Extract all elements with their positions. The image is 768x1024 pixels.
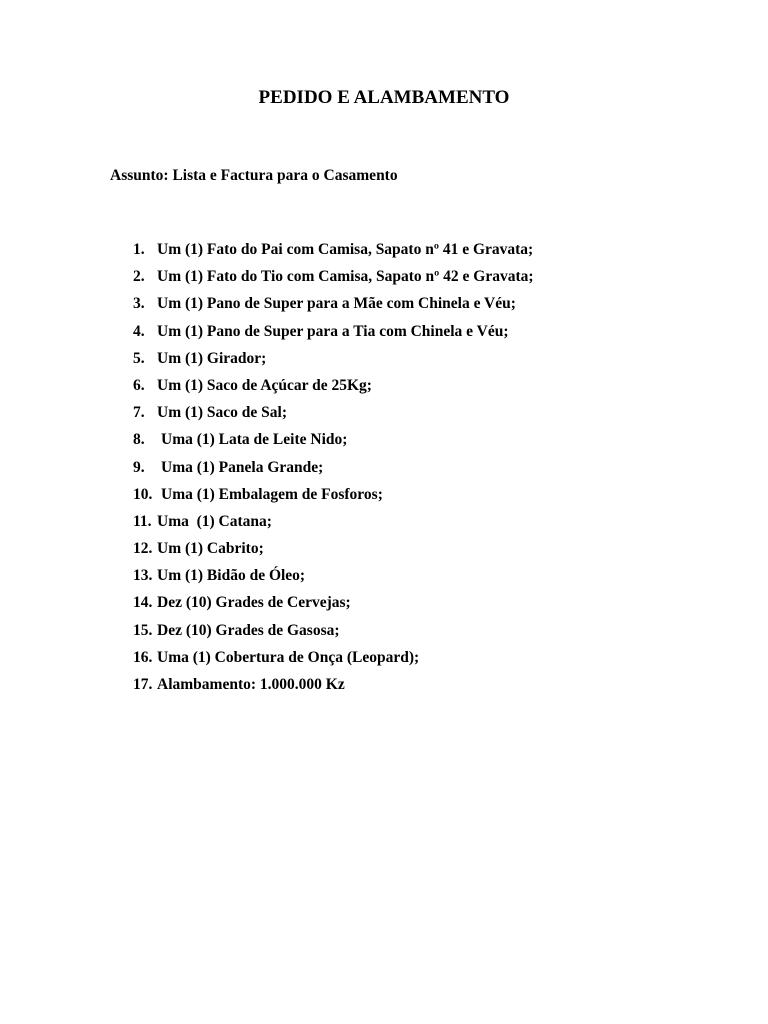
item-number: 14. bbox=[133, 594, 153, 612]
item-number: 7. bbox=[133, 404, 145, 422]
list-item bbox=[0, 265, 534, 292]
item-number: 8. bbox=[133, 431, 145, 449]
list-item bbox=[0, 456, 324, 483]
list-item bbox=[0, 537, 264, 564]
list-item bbox=[0, 646, 420, 673]
item-number: 6. bbox=[133, 376, 145, 394]
item-text: Um (1) Fato do Tio com Camisa, Sapato nº 42 e Gravata; bbox=[157, 268, 534, 286]
item-number: 16. bbox=[133, 648, 153, 666]
item-list bbox=[0, 238, 534, 700]
list-item bbox=[0, 673, 345, 700]
item-text: Uma (1) Cobertura de Onça (Leopard); bbox=[157, 648, 420, 666]
item-text: Um (1) Girador; bbox=[157, 349, 267, 367]
item-text: Dez (10) Grades de Gasosa; bbox=[157, 621, 340, 639]
list-item bbox=[0, 428, 348, 455]
item-number: 5. bbox=[133, 349, 145, 367]
list-item bbox=[0, 238, 534, 265]
item-text: Um (1) Bidão de Óleo; bbox=[157, 567, 306, 585]
item-text: Uma (1) Catana; bbox=[157, 512, 272, 530]
item-number: 2. bbox=[133, 268, 145, 286]
list-item bbox=[0, 591, 351, 618]
item-text: Alambamento: 1.000.000 Kz bbox=[157, 676, 345, 693]
item-number: 11. bbox=[133, 512, 152, 530]
list-item bbox=[0, 347, 267, 374]
item-text: Dez (10) Grades de Cervejas; bbox=[157, 594, 351, 612]
item-number: 3. bbox=[133, 295, 145, 313]
document-subject: Assunto: Lista e Factura para o Casamento bbox=[110, 167, 398, 184]
list-item bbox=[0, 619, 340, 646]
item-text: Um (1) Cabrito; bbox=[157, 540, 264, 558]
item-text: Uma (1) Embalagem de Fosforos; bbox=[161, 485, 383, 503]
item-text: Uma (1) Panela Grande; bbox=[161, 458, 324, 476]
list-item bbox=[0, 483, 383, 510]
item-text: Um (1) Pano de Super para a Mãe com Chinela e Véu; bbox=[157, 295, 516, 313]
item-text: Um (1) Saco de Sal; bbox=[157, 404, 288, 422]
list-item bbox=[0, 564, 306, 591]
document-title: PEDIDO E ALAMBAMENTO bbox=[258, 87, 510, 108]
item-number: 10. bbox=[133, 485, 153, 503]
item-text: Uma (1) Lata de Leite Nido; bbox=[161, 431, 348, 449]
item-number: 9. bbox=[133, 458, 145, 476]
list-item bbox=[0, 320, 509, 347]
item-number: 17. bbox=[133, 676, 153, 693]
item-number: 15. bbox=[133, 621, 153, 639]
list-item bbox=[0, 374, 372, 401]
item-number: 1. bbox=[133, 241, 145, 258]
item-text: Um (1) Saco de Açúcar de 25Kg; bbox=[157, 376, 372, 394]
item-text: Um (1) Fato do Pai com Camisa, Sapato nº 41 e Gravata; bbox=[157, 241, 534, 258]
item-number: 13. bbox=[133, 567, 153, 585]
list-item bbox=[0, 510, 272, 537]
item-number: 4. bbox=[133, 322, 145, 340]
item-text: Um (1) Pano de Super para a Tia com Chinela e Véu; bbox=[157, 322, 509, 340]
item-number: 12. bbox=[133, 540, 153, 558]
list-item bbox=[0, 292, 516, 319]
list-item bbox=[0, 401, 288, 428]
